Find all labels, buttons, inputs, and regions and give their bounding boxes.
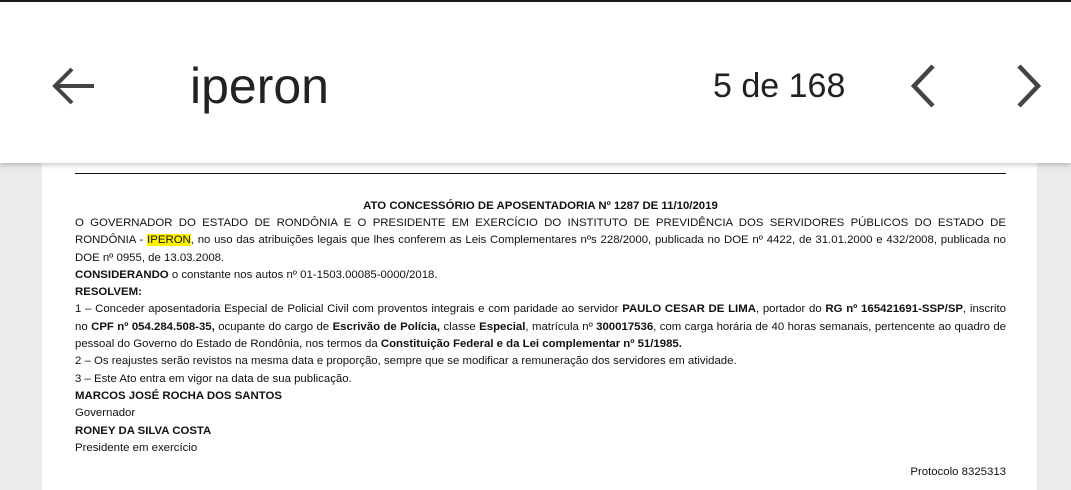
search-toolbar bbox=[0, 0, 1071, 163]
document-page bbox=[42, 160, 1037, 490]
signer-1-name: MARCOS JOSÉ ROCHA DOS SANTOS bbox=[75, 389, 282, 402]
search-query-text[interactable]: iperon bbox=[190, 58, 329, 114]
search-highlight[interactable]: IPERON bbox=[147, 234, 191, 247]
considering-paragraph: CONSIDERANDO o constante nos autos nº 01-1503.00085-0000/2018. bbox=[75, 268, 438, 281]
protocol-number-bottom: Protocolo 8325313 bbox=[910, 466, 1006, 478]
chevron-right-icon[interactable] bbox=[1006, 60, 1050, 112]
resolution-item-2: 2 – Os reajustes serão revistos na mesma data e proporção, sempre que se modificar a remuneração dos servidores em atividade. bbox=[75, 355, 737, 368]
chevron-left-icon[interactable] bbox=[902, 60, 946, 112]
resolution-item-1: 1 – Conceder aposentadoria Especial de Policial Civil com proventos integrais e com paridade ao servidor PAULO CESAR DE LIMA, portador do RG nº 165421691-SSP/SP, inscrito no CPF nº 054.284.508-35, ocupante do cargo de Escrivão de Polícia, classe Especial, matrícula nº 300017536, com carga horária de 40 horas semanais, pertencente ao quadro de pessoal do Governo do Estado de Rondônia, nos termos da Constituição Federal e da Lei complementar nº 51/1985. bbox=[75, 303, 1007, 351]
act-body bbox=[75, 215, 1006, 457]
considering-label: CONSIDERANDO bbox=[75, 268, 169, 281]
resolve-label: RESOLVEM: bbox=[75, 286, 142, 299]
signer-2-role: Presidente em exercício bbox=[75, 441, 198, 454]
intro-paragraph: O GOVERNADOR DO ESTADO DE RONDÔNIA E O PRESIDENTE EM EXERCÍCIO DO INSTITUTO DE PREVIDÊNCIA DOS SERVIDORES PÚBLICOS DO ESTADO DE RONDÔNIA - IPERON, no uso das atribuições legais que lhes conferem as Leis Complementares nºs 228/2000, publicada no DOE nº 4422, de 31.01.2000 e 432/2008, publicada no DOE nº 0955, de 13.03.2008. bbox=[75, 217, 1006, 264]
search-result-counter: 5 de 168 bbox=[713, 67, 846, 105]
back-arrow-icon[interactable] bbox=[48, 60, 100, 112]
separator-line bbox=[75, 173, 1006, 174]
act-title: ATO CONCESSÓRIO DE APOSENTADORIA Nº 1287 DE 11/10/2019 bbox=[363, 200, 718, 212]
resolution-item-3: 3 – Este Ato entra em vigor na data de sua publicação. bbox=[75, 372, 352, 385]
signer-1-role: Governador bbox=[75, 407, 136, 420]
signer-2-name: RONEY DA SILVA COSTA bbox=[75, 424, 212, 437]
